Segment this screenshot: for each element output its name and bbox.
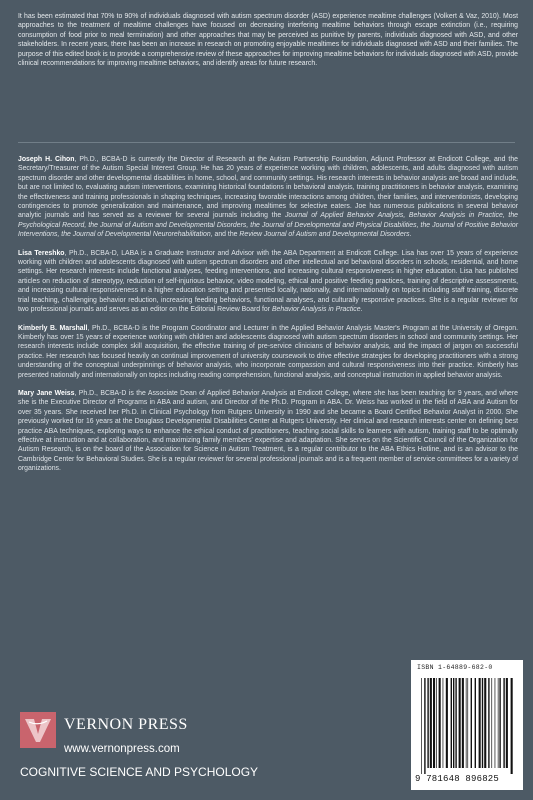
book-description: It has been estimated that 70% to 90% of individuals diagnosed with autism spectrum disorder (ASD) experience mealtime challenges (Volkert & Vaz, 2010). Most approaches to the treatment of mealtime challenges have focused on decreasing interfering mealtime behaviors through escape extinction (i.e., requiring consumption of food prior to meal termination) and other approaches that may be perceived as punitive by parents, individuals diagnosed with ASD, and other stakeholders. In recent years, there has been an increase in research on promoting enjoyable mealtimes for individuals diagnosed with ASD and their families. The purpose of this edited book is to provide a comprehensive review of these approaches for improving mealtime behaviors for individuals diagnosed with ASD, provide clinical recommendations for improving mealtime behaviors, and identify areas for future research.: [18, 13, 518, 68]
barcode-bar: [430, 678, 432, 768]
barcode-bar: [479, 678, 481, 768]
barcode-bar: [495, 678, 496, 768]
barcode-digits: 9 781648 896825: [415, 774, 500, 784]
author-bios: [18, 155, 518, 483]
author-name: Joseph H. Cihon: [18, 156, 75, 163]
vernon-press-logo: [20, 712, 56, 753]
divider: [18, 142, 515, 143]
barcode-bar: [484, 678, 486, 768]
journal-title: Review Journal of Autism and Developmental Disorders: [239, 231, 410, 239]
barcode-bar: [453, 678, 454, 768]
author-bio: Kimberly B. Marshall, Ph.D., BCBA-D is the Program Coordinator and Lecturer in the Applied Behavior Analysis Master's Program at the University of Oregon. Kimberly has over 15 years of experience working with children and adolescents diagnosed with autism spectrum disorders in school and community settings. Her research interests include complex skill acquisition, the effective training of pre-service clinicians of behavior analysis, and the impact of jargon on successful practice. Her research has focused heavily on continual improvement of university coursework to drive effective strategies for developing practitioners with a strong understanding of the conceptual underpinnings of behavior analysis, who incorporate compassion and cultural responsiveness into their practice. Kimberly has presented nationally and internationally on topics including reading comprehension, functional analysis, and conceptual instruction in applied behavior analysis.: [18, 324, 519, 379]
publisher-url[interactable]: www.vernonpress.com: [64, 743, 180, 755]
isbn-number: ISBN 1-64889-682-0: [417, 664, 493, 671]
isbn-barcode: [411, 660, 523, 790]
barcode-bar: [439, 678, 441, 768]
barcode-bar: [455, 678, 456, 768]
author-bio: Mary Jane Weiss, Ph.D., BCBA-D is the Associate Dean of Applied Behavior Analysis at Endicott College, where she has been teaching for 9 years, and where she is the Executive Director of Programs in ABA and autism, and Director of the Ph.D. Program in ABA. Dr. Weiss has worked in the field of ABA and Autism for over 35 years. She received her Ph.D. in Clinical Psychology from Rutgers University in 1990 and she became a Board Certified Behavior Analyst in 2000. She previously worked for 16 years at the Douglass Developmental Disabilities Center at Rutgers University. Her clinical and research interests center on defining best practice ABA techniques, exploring ways to enhance the ethical conduct of practitioners, teaching social skills to learners with autism, training staff to be optimally effective at instruction and at collaboration, and maximizing family members' expertise and adaptation. She serves on the Scientific Council of the Organization for Autism Research, is on the board of the Association for Science in Autism Treatment, is a regular contributor to the ABA Ethics Hotline, and is an advisor to the Cambridge Center for Behavioral Studies. She is a regular reviewer for several professional journals and is a frequent member of service committees for a variety of organizations.: [18, 389, 518, 473]
journal-title: Behavior Analysis in Practice: [271, 306, 361, 314]
barcode-bar: [433, 678, 435, 768]
barcode-bar: [498, 678, 499, 768]
barcode-bars: [419, 678, 515, 774]
barcode-bar: [462, 678, 464, 768]
series-title: COGNITIVE SCIENCE AND PSYCHOLOGY: [20, 765, 259, 779]
author-bio: Joseph H. Cihon, Ph.D., BCBA-D is currently the Director of Research at the Autism Partnership Foundation, Adjunct Professor at Endicott College, and the Secretary/Treasurer of the Autism Special Interest Group. He has 20 years of experience working with children, adolescents, and adults diagnosed with autism spectrum disorder and other developmental disabilities in home, school, and community settings. His research interests in behavior analysis are broad and include, but are not limited to, evaluating autism interventions, examining historical foundations in behavioral analysis, training practitioners in behavior analysis, examining the effectiveness and training professionals in shaping techniques, increasing favorable interactions among children, their families, and interventionists, developing contingencies to promote generalization and maintenance, and improving mealtimes for selective eaters. Joe has numerous publications in several behavior analytic journals and has served as a reviewer for several journals including the Journal of Applied Behavior Analysis, Behavior Analysis in Practice, the Psychological Record, the Journal of Autism and Developmental Disorders, the Journal of Developmental and Physical Disabilities, the Journal of Positive Behavior Interventions, the Journal of Developmental Neurorehabilitation, and the Review Journal of Autism and Developmental Disorders.: [18, 156, 518, 239]
barcode-bar: [427, 678, 428, 768]
barcode-bar: [491, 678, 492, 768]
barcode-bar: [471, 678, 472, 768]
author-name: Lisa Tereshko: [18, 249, 65, 257]
author-name: Kimberly B. Marshall: [18, 324, 88, 332]
barcode-bar: [488, 678, 489, 768]
author-bio: Lisa Tereshko, Ph.D., BCBA-D, LABA is a Graduate Instructor and Advisor with the ABA Department at Endicott College. Lisa has over 15 years of experience working with children and adolescents diagnosed with autism spectrum disorders and other intellectual and behavioral disorders in schools, residential, and home settings. Her research interests include functional analyses, feeding interventions, and increasing cultural responsiveness in higher education. Lisa has published articles on reduction of stereotypy, reduction of self-injurious behavior, video modeling, ethical and positive feeding practices, training of descriptive assessments, and increasing cultural responsiveness in a higher education setting and presented locally, nationally, and internationally on topics including staff training, discrete trial teaching, challenging behavior reduction, increasing feeding behaviors, functional analyses, and culturally responsive practices. She is a regular reviewer for two professional journals and serves as an editor on the Editorial Review Board for Behavior Analysis in Practice.: [18, 249, 519, 314]
barcode-bar: [436, 678, 437, 768]
barcode-bar: [446, 678, 448, 768]
barcode-bar: [424, 678, 425, 774]
barcode-bar: [503, 678, 504, 768]
barcode-bar: [467, 678, 468, 768]
barcode-bar: [499, 678, 500, 768]
barcode-bar: [511, 678, 513, 774]
barcode-bar: [466, 678, 467, 768]
author-name: Mary Jane Weiss: [18, 389, 75, 397]
barcode-bar: [443, 678, 444, 768]
barcode-bar: [482, 678, 483, 768]
barcode-bar: [475, 678, 476, 768]
barcode-bar: [459, 678, 461, 768]
publisher-name: VERNON PRESS: [64, 716, 188, 733]
barcode-bar: [506, 678, 508, 768]
journal-title: Journal of Applied Behavior Analysis, Behavior Analysis in Practice, the Psychological Record, the Journal of Autism and Developmental Disorders, the Journal of Developmental and Physical Disabilities, the Journal of Positive Behavior Interventions, the Journal of Developmental Neurorehabilitation: [18, 212, 518, 239]
barcode-bar: [451, 678, 452, 768]
barcode-bar: [421, 678, 422, 774]
